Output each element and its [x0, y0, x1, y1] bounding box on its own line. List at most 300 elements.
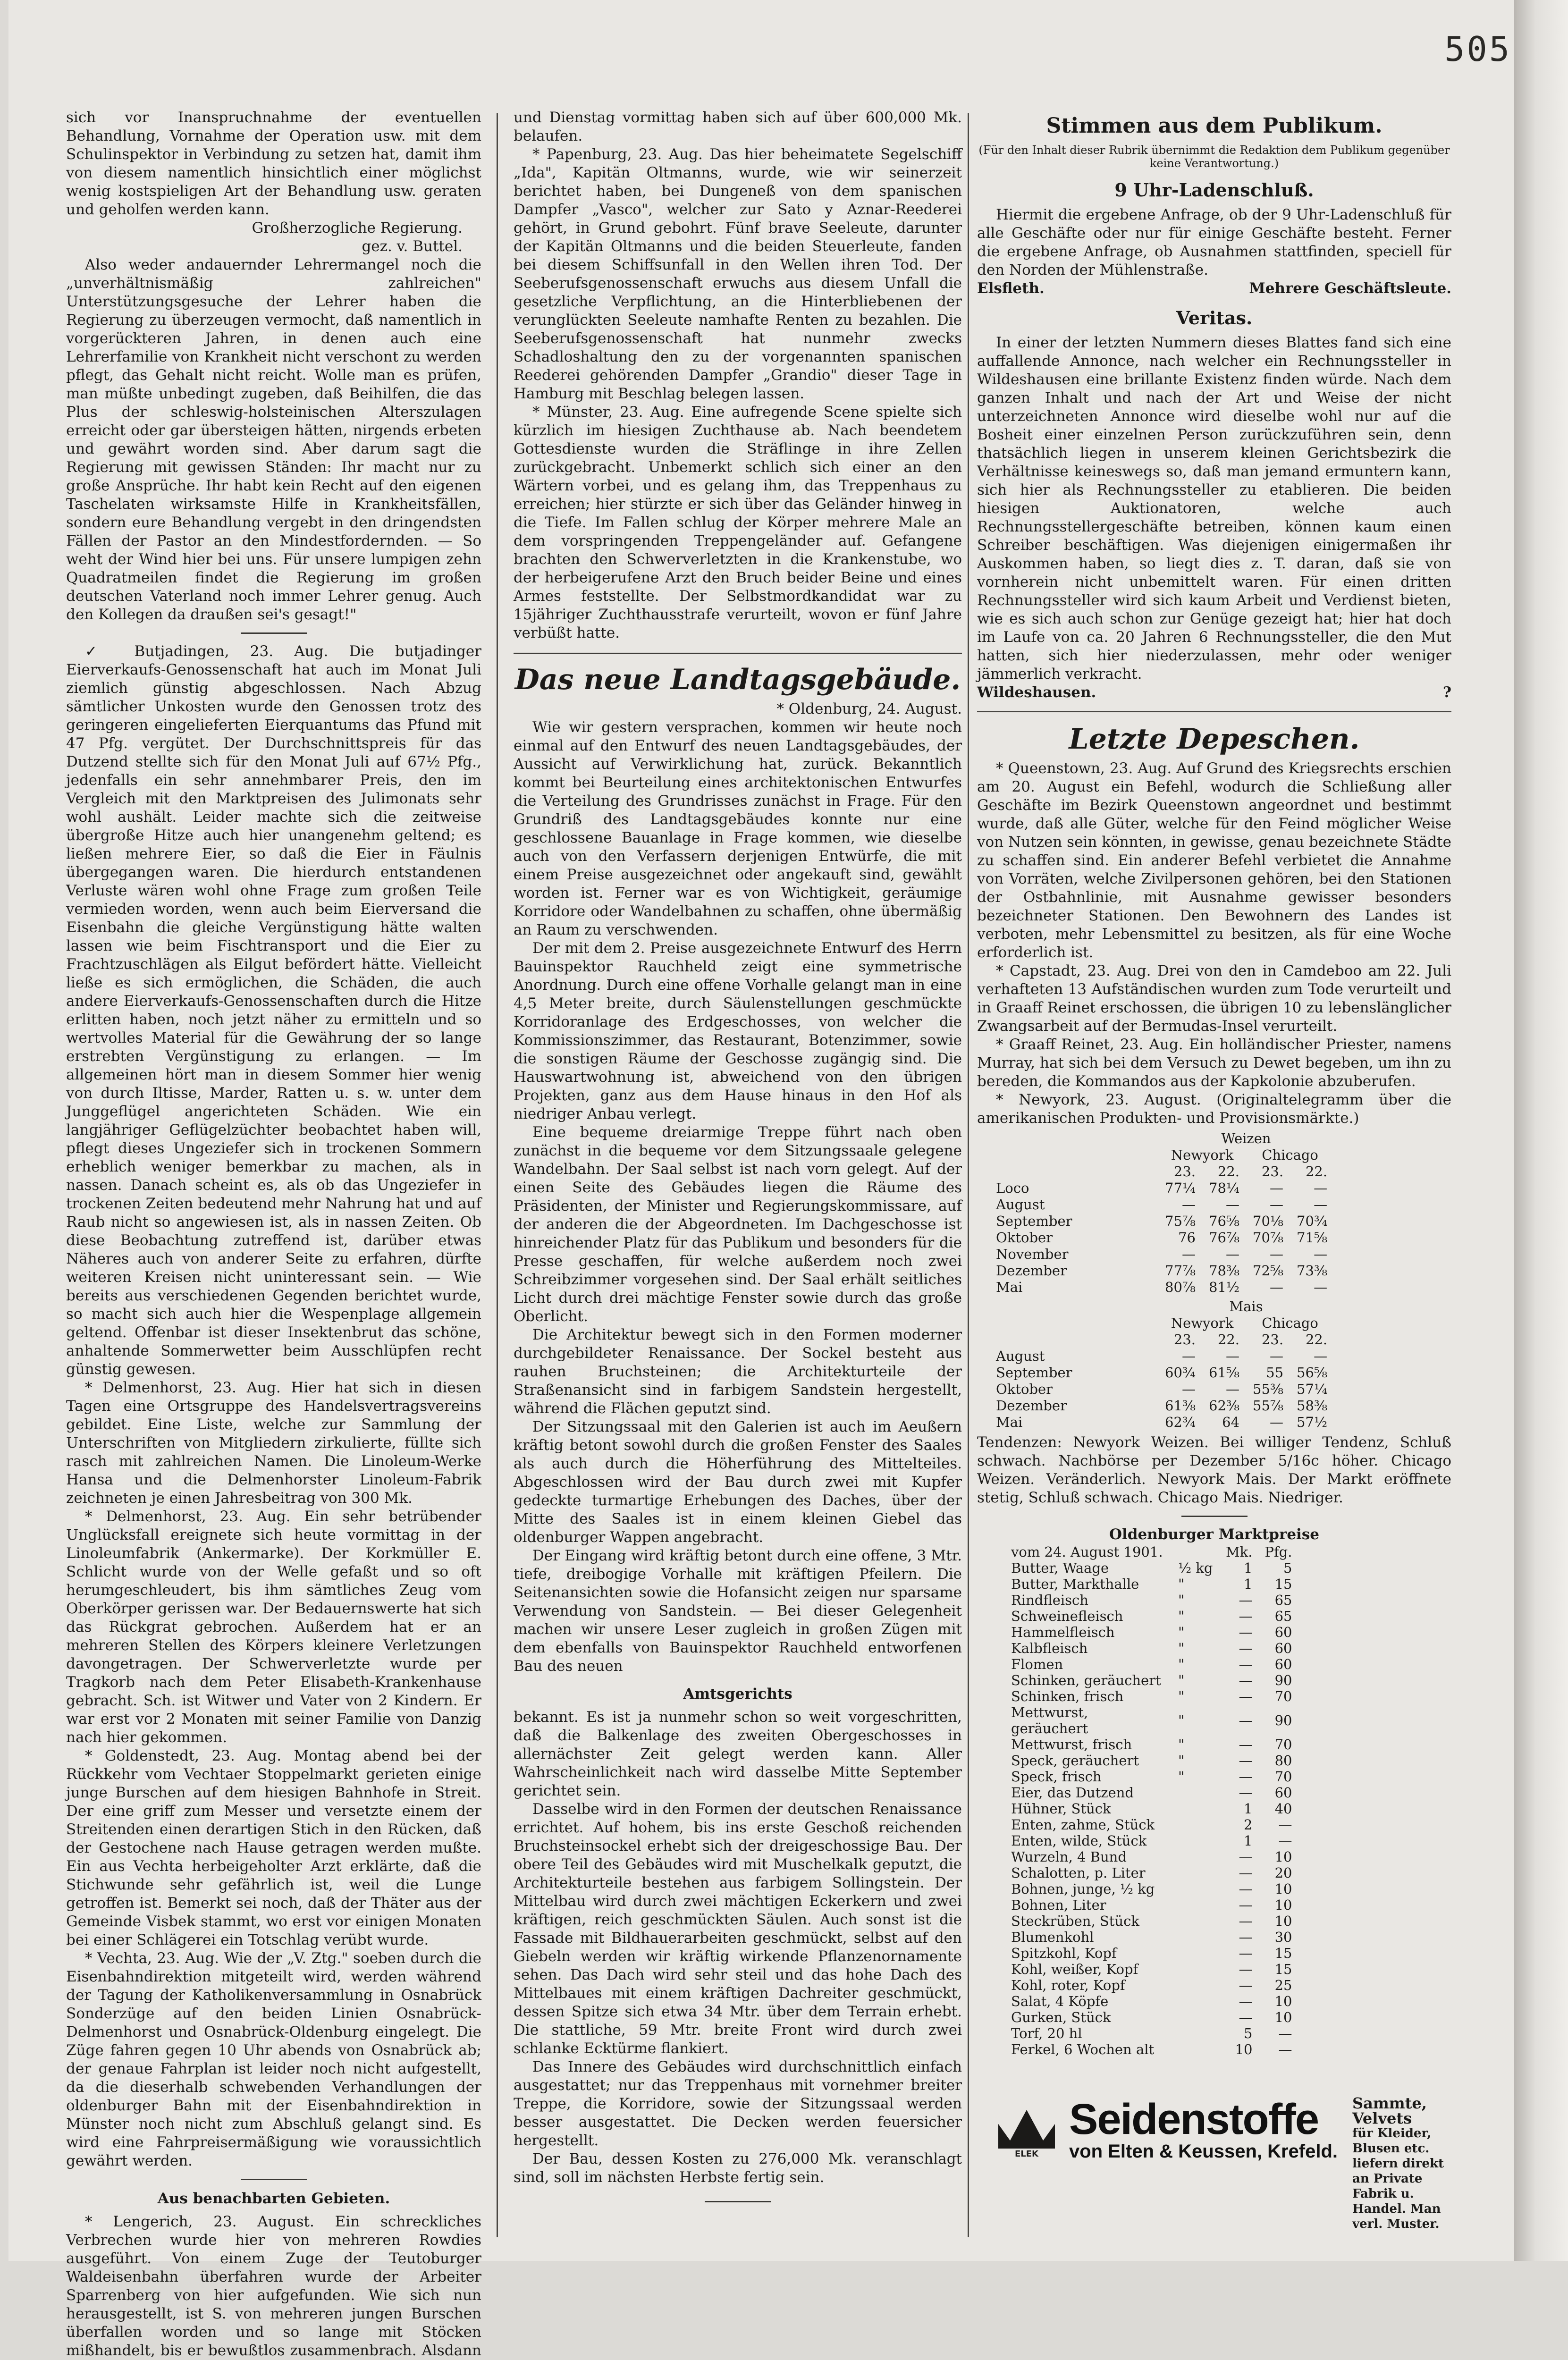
price-value: 77⅞	[1165, 1263, 1196, 1279]
ad-line: für Kleider, Blusen etc.	[1352, 2126, 1432, 2156]
market-unit	[1172, 1897, 1218, 1913]
market-row	[1005, 1881, 1298, 1897]
market-row	[1005, 1753, 1298, 1769]
market-pfennig: 60	[1274, 1656, 1292, 1672]
market-unit	[1172, 1881, 1218, 1897]
market-mark: —	[1239, 1881, 1253, 1897]
market-pfennig: 15	[1274, 1945, 1292, 1961]
price-value: —	[1182, 1246, 1196, 1262]
article-paragraph: Wie wir gestern versprachen, kommen wir heute noch einmal auf den Entwurf des neuen Landtagsgebäudes, der Aussicht auf Verwirklichung hat, zurück. Bekanntlich kommt bei Beurteilung eines architektonischen Entwurfes die Verteilung des Grundrisses zunächst in Frage. Für den Grundriß des Landtagsgebäudes konnte nur eine geschlossene Bauanlage in Frage kommen, wie dieselbe auch von den Verfassern derjenigen Entwürfe, die mit einem Preise ausgezeichnet oder angekauft sind, gewählt worden ist. Ferner war es von Wichtigkeit, geräumige Korridore oder Wandelbahnen zu schaffen, ohne übermäßig an Raum zu verschwenden.	[514, 719, 962, 938]
market-mark: —	[1239, 1672, 1253, 1688]
dispatch: * Capstadt, 23. Aug. Drei von den in Camdeboo am 22. Juli verhafteten 13 Aufständischen wurden zum Tode verurteilt und in Graaff Reinet erschossen, die übrigen 10 zu lebenslänglicher Zwangsarbeit auf der Bermudas-Insel verurteilt.	[977, 962, 1451, 1035]
price-value: 62¾	[1165, 1414, 1196, 1430]
price-value: 73⅜	[1297, 1263, 1328, 1279]
market-unit: "	[1178, 1672, 1185, 1688]
market-unit	[1172, 1833, 1218, 1849]
market-pfennig: 90	[1274, 1672, 1292, 1688]
price-value: 78⅜	[1209, 1263, 1240, 1279]
market-row	[1005, 1736, 1298, 1753]
price-value: 70⅛	[1253, 1213, 1284, 1229]
price-value: 70⅞	[1253, 1230, 1284, 1246]
subheading: Amtsgerichts	[683, 1686, 792, 1703]
column-header: 22.	[1217, 1332, 1240, 1348]
price-value: 76⅞	[1209, 1230, 1240, 1246]
market-mark: 1	[1244, 1560, 1253, 1576]
market-item: Eier, das Dutzend	[1011, 1785, 1134, 1801]
market-mark: —	[1239, 1977, 1253, 1993]
market-row	[1005, 1993, 1298, 2009]
price-label: November	[996, 1246, 1069, 1262]
price-value: 71⅝	[1297, 1230, 1328, 1246]
market-mark: —	[1239, 1993, 1253, 2009]
price-row	[996, 1230, 1334, 1246]
market-mark: 1	[1244, 1576, 1253, 1592]
logo-text: ELEK	[1014, 2149, 1039, 2159]
column-2	[514, 109, 962, 2211]
market-item: Salat, 4 Köpfe	[1011, 1993, 1109, 2009]
market-unit	[1172, 1913, 1218, 1929]
price-row	[996, 1279, 1334, 1296]
ad-company: von Elten & Keussen, Krefeld.	[1069, 2141, 1338, 2162]
market-unit: "	[1178, 1736, 1185, 1753]
market-unit: "	[1178, 1576, 1185, 1592]
market-row	[1005, 1833, 1298, 1849]
editorial-note: (Für den Inhalt dieser Rubrik übernimmt die Redaktion dem Publikum gegenüber keine Verantwortung.)	[978, 143, 1450, 170]
divider	[977, 711, 1451, 713]
column-header: 23.	[1173, 1163, 1196, 1180]
mais-price-table	[996, 1298, 1334, 1431]
column-rule	[968, 113, 969, 2237]
market-pfennig: 10	[1274, 2009, 1292, 2025]
letter-place: Elsfleth.	[977, 280, 1045, 297]
price-value: 57¼	[1297, 1381, 1328, 1397]
market-mark: —	[1239, 1624, 1253, 1640]
market-unit	[1172, 1961, 1218, 1977]
price-value: —	[1226, 1381, 1240, 1397]
market-pfennig: 90	[1274, 1712, 1292, 1728]
news-item: * Delmenhorst, 23. Aug. Ein sehr betrübender Unglücksfall ereignete sich heute vormittag in der Linoleumfabrik (Ankermarke). Der Korkmüller E. Schlicht wurde von der Welle gefaßt und so oft herumgeschleudert, bis ihm sämtliches Zeug vom Oberkörper gerissen war. Der Bedauernswerte hat sich das Rückgrat gebrochen. Außerdem hat er an mehreren Stellen des Körpers kleinere Verletzungen davongetragen. Der Schwerverletzte wurde per Tragkorb nach dem Peter Elisabeth-Krankenhause gebracht. Sch. ist Witwer und Vater von 2 Kindern. Er war erst vor 2 Monaten mit seiner Familie von Danzig nach hier gekommen.	[66, 1508, 481, 1746]
column-header: Newyork	[1171, 1147, 1234, 1163]
article-paragraph: Das Innere des Gebäudes wird durchschnittlich einfach ausgestattet; nur das Treppenhaus mit vornehmer breiter Treppe, die Korridore, sowie der Sitzungssaal werden besser ausgestattet. Die Decken werden feuersicher hergestellt.	[514, 2058, 962, 2149]
price-value: —	[1226, 1246, 1240, 1262]
column-header: 22.	[1305, 1163, 1328, 1180]
market-item: Butter, Waage	[1011, 1560, 1109, 1576]
price-value: —	[1270, 1197, 1284, 1213]
price-row	[996, 1348, 1334, 1365]
market-item: Enten, wilde, Stück	[1011, 1833, 1147, 1849]
market-unit	[1172, 1801, 1218, 1817]
price-value: 60¾	[1165, 1365, 1196, 1381]
ad-details	[1352, 2096, 1456, 2232]
column-header: 22.	[1305, 1332, 1328, 1348]
market-mark: —	[1239, 1961, 1253, 1977]
signature: Großherzogliche Regierung.	[252, 219, 463, 236]
market-item: Torf, 20 hl	[1011, 2025, 1082, 2041]
price-value: —	[1270, 1180, 1284, 1196]
market-mark: —	[1239, 1608, 1253, 1624]
market-mark: 1	[1244, 1833, 1253, 1849]
market-item: Gurken, Stück	[1011, 2009, 1111, 2025]
market-pfennig: 30	[1274, 1929, 1292, 1945]
dispatch: * Graaff Reinet, 23. Aug. Ein holländischer Priester, namens Murray, hat sich bei dem Versuch zu Dewet begeben, um ihn zu bereden, die Kommandos aus der Kapkolonie abzuberufen.	[977, 1036, 1451, 1090]
news-item: * Münster, 23. Aug. Eine aufregende Scene spielte sich kürzlich im hiesigen Zuchthause ab. Nach beendetem Gottesdienste wurden die Sträflinge in ihre Zellen zurückgebracht. Unbemerkt schlich sich einer an den Wärtern vorbei, und es gelang ihm, das Treppenhaus zu erreichen; hier stürzte er sich über das Geländer hinweg in die Tiefe. Im Fallen schlug der Körper mehrere Male an dem vorspringenden Treppengeländer auf. Gefangene brachten den Schwerverletzten in die Krankenstube, wo der herbeigerufene Arzt den Bruch beider Beine und eines Armes feststellte. Der Selbstmordkandidat war zu 15jähriger Zuchthausstrafe verurteilt, wovon er fünf Jahre verbüßt hatte.	[514, 404, 962, 641]
market-row	[1005, 2025, 1298, 2041]
market-item: Butter, Markthalle	[1011, 1576, 1139, 1592]
market-unit	[1172, 1977, 1218, 1993]
market-mark: —	[1239, 2009, 1253, 2025]
price-value: 78¼	[1209, 1180, 1240, 1196]
news-item: * Vechta, 23. Aug. Wie der „V. Ztg." soeben durch die Eisenbahndirektion mitgeteilt wird, werden während der Tagung der Katholikenversammlung in Osnabrück Sonderzüge auf den beiden Linien Osnabrück-Delmenhorst und Osnabrück-Oldenburg eingelegt. Die Züge fahren gegen 10 Uhr abends von Osnabrück ab; der genaue Fahrplan ist leider noch nicht aufgestellt, da die dieserhalb schwebenden Verhandlungen der oldenburger Bahn mit der Eisenbahndirektion in Münster noch nicht zum Abschluß gelangt sind. Es wird eine Fahrpreisermäßigung wie voraussichtlich gewährt werden.	[66, 1950, 481, 2169]
market-pfennig: —	[1278, 2025, 1292, 2041]
price-label: Mai	[996, 1414, 1023, 1430]
article-paragraph: Der Eingang wird kräftig betont durch eine offene, 3 Mtr. tiefe, dreibogige Vorhalle mit kräftigen Pfeilern. Die Seitenansichten sowie die Hofansicht zeigen nur sparsame Verwendung von Sandstein. — Bei dieser Gelegenheit machen wir unsere Leser zugleich in großen Zügen mit dem ebenfalls von Bauinspektor Rauchheld entworfenen Bau des neuen	[514, 1547, 962, 1675]
market-row	[1005, 1929, 1298, 1945]
market-item: Bohnen, Liter	[1011, 1897, 1106, 1913]
market-row	[1005, 1624, 1298, 1640]
dateline: * Oldenburg, 24. August.	[776, 700, 962, 717]
divider	[241, 2179, 307, 2180]
market-price-table	[1005, 1544, 1298, 2057]
market-item: Steckrüben, Stück	[1011, 1913, 1139, 1929]
price-value: —	[1182, 1381, 1196, 1397]
price-value: —	[1226, 1197, 1240, 1213]
market-item: Bohnen, junge, ½ kg	[1011, 1881, 1155, 1897]
price-value: 56⅝	[1297, 1365, 1328, 1381]
price-label: Oktober	[996, 1230, 1053, 1246]
market-item: Enten, zahme, Stück	[1011, 1817, 1155, 1833]
market-item: Kohl, weißer, Kopf	[1011, 1961, 1138, 1977]
signature: gez. v. Buttel.	[362, 238, 463, 255]
page-edge-shadow	[1514, 0, 1568, 2261]
ad-line: Fabrik u. Handel. Man verl. Muster.	[1352, 2187, 1441, 2231]
market-row	[1005, 1897, 1298, 1913]
price-row	[996, 1263, 1334, 1279]
column-header: Newyork	[1171, 1315, 1234, 1331]
table-title: Weizen	[1221, 1130, 1271, 1146]
market-unit	[1172, 1865, 1218, 1881]
divider	[514, 652, 962, 654]
market-item: Hammelfleisch	[1011, 1624, 1115, 1640]
price-value: 72⅝	[1253, 1263, 1284, 1279]
market-unit: "	[1178, 1656, 1185, 1672]
price-value: 61⅜	[1165, 1398, 1196, 1414]
market-mark: 5	[1244, 2025, 1253, 2041]
letter-signature	[977, 683, 1451, 702]
market-pfennig: 15	[1274, 1576, 1292, 1592]
price-row	[996, 1197, 1334, 1213]
column-header: Chicago	[1262, 1147, 1318, 1163]
divider	[241, 632, 307, 634]
market-row	[1005, 1688, 1298, 1704]
market-mark: —	[1239, 1656, 1253, 1672]
price-value: 55⅞	[1253, 1398, 1284, 1414]
price-value: 61⅝	[1209, 1365, 1240, 1381]
news-item: und Dienstag vormittag haben sich auf über 600,000 Mk. belaufen.	[514, 109, 962, 144]
market-pfennig: 65	[1274, 1592, 1292, 1608]
market-item: Kohl, roter, Kopf	[1011, 1977, 1125, 1993]
market-unit	[1172, 1785, 1218, 1801]
price-label: August	[996, 1197, 1045, 1213]
price-value: 77¼	[1165, 1180, 1196, 1196]
market-row	[1005, 2009, 1298, 2025]
divider	[1181, 1516, 1248, 1517]
price-value: —	[1314, 1197, 1328, 1213]
market-row	[1005, 1945, 1298, 1961]
price-value: —	[1314, 1180, 1328, 1196]
market-mark: 2	[1244, 1817, 1253, 1833]
market-pfennig: 10	[1274, 1897, 1292, 1913]
price-value: —	[1314, 1348, 1328, 1364]
market-unit: "	[1178, 1592, 1185, 1608]
price-row	[996, 1180, 1334, 1197]
price-value: 81½	[1209, 1279, 1240, 1295]
weizen-price-table	[996, 1130, 1334, 1296]
market-mark: —	[1239, 1592, 1253, 1608]
article-paragraph: Dasselbe wird in den Formen der deutschen Renaissance errichtet. Auf hohem, bis ins erste Geschoß reichenden Bruchsteinsockel erhebt sich der dreigeschossige Bau. Der obere Teil des Gebäudes wird mit Muschelkalk geputzt, die Architekturteile bestehen aus farbigem Sollingstein. Der Mittelbau wird durch zwei mächtigen Eckerkern und zwei kräftigen, reich geschmückten Säulen. Auch sonst ist die Fassade mit Bildhauerarbeiten geschmückt, selbst auf den Giebeln werden wir kräftig wirkende Pflanzenornamente sehen. Das Dach wird sehr steil und das hohe Dach des Mittelbaues mit einem kräftigen Dachreiter geschmückt, dessen Spitze sich etwa 34 Mtr. über dem Terrain erhebt. Die stattliche, 59 Mtr. breite Front wird durch zwei schlanke Ecktürme flankiert.	[514, 1801, 962, 2057]
article-paragraph: Eine bequeme dreiarmige Treppe führt nach oben zunächst in die bequeme vor dem Sitzungssaale gelegene Wandelbahn. Der Saal selbst ist nach vorn gelegt. Auf der einen Seite des Gebäudes liegen die Räume des Präsidenten, der Minister und Regierungskommissare, auf der anderen die der Abgeordneten. Im Dachgeschosse ist hinreichender Platz für das Publikum und besonders für die Presse geschaffen, für welche außerdem noch zwei Schreibzimmer vorgesehen sind. Der Saal erhält seitliches Licht durch drei mächtige Fenster sowie durch das große Oberlicht.	[514, 1124, 962, 1325]
market-unit: "	[1178, 1712, 1185, 1728]
market-mark: —	[1239, 1945, 1253, 1961]
market-mark: —	[1239, 1849, 1253, 1865]
market-pfennig: —	[1278, 1817, 1292, 1833]
column-header: Pfg.	[1265, 1544, 1292, 1560]
market-row	[1005, 2041, 1298, 2057]
price-value: —	[1270, 1348, 1284, 1364]
column-header: 23.	[1173, 1332, 1196, 1348]
article-paragraph: Der Bau, dessen Kosten zu 276,000 Mk. veranschlagt sind, soll im nächsten Herbste fertig sein.	[514, 2150, 962, 2186]
market-pfennig: 10	[1274, 1993, 1292, 2009]
market-unit	[1172, 1945, 1218, 1961]
market-unit	[1172, 1849, 1218, 1865]
market-unit	[1172, 2041, 1218, 2057]
dispatch: * Queenstown, 23. Aug. Auf Grund des Kriegsrechts erschien am 20. August ein Befehl, wodurch die Schließung aller Geschäfte im Bezirk Queenstown angeordnet und bestimmt wurde, daß alle Güter, welche für den Feind möglicher Weise von Nutzen sein könnten, in gewisse, genau bezeichnete Städte zu schaffen sind. Ein anderer Befehl verbietet die Annahme von Vorräten, welche Zivilpersonen gehören, bei den Stationen der Ostbahnlinie, mit Ausnahme gewisser besonders bezeichneter Stationen. Den Bewohnern des Landes ist verboten, mehr Lebensmittel zu besitzen, als für eine Woche erforderlich ist.	[977, 760, 1451, 961]
news-item: * Lengerich, 23. August. Ein schreckliches Verbrechen wurde hier von mehreren Rowdies ausgeführt. Von einem Zuge der Teutoburger Waldeisenbahn überfahren wurde der Arbeiter Sparrenberg von hier aufgefunden. Wie sich nun herausgestellt, ist S. von mehreren jungen Burschen überfallen worden und so lange mit Stöcken mißhandelt, bis er bewußtlos zusammenbrach. Alsdann	[66, 2213, 481, 2359]
market-mark: —	[1239, 1785, 1253, 1801]
market-unit: "	[1178, 1640, 1185, 1656]
market-pfennig: —	[1278, 2041, 1292, 2057]
price-label: September	[996, 1365, 1072, 1381]
market-unit: "	[1178, 1688, 1185, 1704]
market-mark: —	[1239, 1712, 1253, 1728]
market-item: Ferkel, 6 Wochen alt	[1011, 2041, 1155, 2057]
market-row	[1005, 1817, 1298, 1833]
price-value: —	[1226, 1348, 1240, 1364]
column-header: 23.	[1261, 1163, 1284, 1180]
price-value: 55	[1266, 1365, 1284, 1381]
article-paragraph: Der mit dem 2. Preise ausgezeichnete Entwurf des Herrn Bauinspektor Rauchheld zeigt eine symmetrische Anordnung. Durch eine offene Vorhalle gelangt man in eine 4,5 Meter breite, durch Säulenstellungen geschmückte Korridoranlage des Erdgeschosses, von welcher die Kommissionszimmer, das Restaurant, Botenzimmer, sowie die sonstigen Räume der Geschosse zugängig sind. Die Hauswartwohnung ist, abweichend von den übrigen Projekten, ganz aus dem Hause hinaus in den Hof als niedriger Anbau verlegt.	[514, 940, 962, 1122]
price-row	[996, 1414, 1334, 1431]
table-title: Mais	[1229, 1298, 1263, 1315]
article-title: Das neue Landtagsgebäude.	[514, 663, 961, 696]
ad-line: liefern direkt an Private	[1352, 2157, 1444, 2186]
market-pfennig: 5	[1283, 1560, 1292, 1576]
price-value: 55⅜	[1253, 1381, 1284, 1397]
market-unit	[1172, 1929, 1218, 1945]
news-item: * Goldenstedt, 23. Aug. Montag abend bei der Rückkehr vom Vechtaer Stoppelmarkt gerieten einige junge Burschen auf dem hiesigen Bahnhofe in Streit. Der eine griff zum Messer und versetzte einem der Streitenden einen derartigen Stich in den Rücken, daß der Gestochene nach Hause getragen werden mußte. Ein aus Vechta herbeigeholter Arzt erklärte, daß die Stichwunde sehr gefährlich ist, weil die Lunge getroffen ist. Bemerkt sei noch, daß der Thäter aus der Gemeinde Visbek stammt, wo erst vor einigen Monaten bei einer Schlägerei ein Totschlag verübt wurde.	[66, 1747, 481, 1948]
market-pfennig: 10	[1274, 1881, 1292, 1897]
market-item: Flomen	[1011, 1656, 1063, 1672]
market-unit: "	[1178, 1769, 1185, 1785]
price-value: 75⅞	[1165, 1213, 1196, 1229]
price-label: Oktober	[996, 1381, 1053, 1397]
divider	[705, 2201, 771, 2202]
market-unit	[1172, 1817, 1218, 1833]
market-item: Spitzkohl, Kopf	[1011, 1945, 1117, 1961]
article-paragraph: bekannt. Es ist ja nunmehr schon so weit vorgeschritten, daß die Balkenlage des zweiten Obergeschosses in allernächster Zeit gelegt werden kann. Aller Wahrscheinlichkeit nach wird dasselbe Mitte September gerichtet sein.	[514, 1709, 962, 1799]
section-heading: Stimmen aus dem Publikum.	[1046, 114, 1383, 138]
market-row	[1005, 1656, 1298, 1672]
price-value: —	[1314, 1246, 1328, 1262]
market-mark: —	[1239, 1913, 1253, 1929]
market-row	[1005, 1977, 1298, 1993]
market-pfennig: 10	[1274, 1849, 1292, 1865]
market-row	[1005, 1576, 1298, 1592]
price-row	[996, 1381, 1334, 1398]
price-value: —	[1270, 1414, 1284, 1430]
article-paragraph: Die Architektur bewegt sich in den Formen moderner durchgebildeter Renaissance. Der Sockel besteht aus rauhen Bruchsteinen; die Architekturteile der Straßenansicht sind in farbigem Sandstein hergestellt, während die Flächen geputzt sind.	[514, 1326, 962, 1417]
column-rule	[497, 113, 498, 2237]
market-item: Schweinefleisch	[1011, 1608, 1123, 1624]
market-date: vom 24. August 1901.	[1011, 1544, 1163, 1560]
market-row	[1005, 1608, 1298, 1624]
article-paragraph: sich vor Inanspruchnahme der eventuellen Behandlung, Vornahme der Operation usw. mit dem Schulinspektor in Verbindung zu setzen hat, damit ihm von diesem namentlich hinsichtlich einer möglichst wenig kostspieligen Art der Behandlung usw. geraten und geholfen werden kann.	[66, 109, 481, 218]
market-pfennig: 70	[1274, 1736, 1292, 1753]
price-label: Mai	[996, 1279, 1023, 1295]
market-mark: —	[1239, 1640, 1253, 1656]
price-value: 76	[1178, 1230, 1196, 1246]
market-mark: —	[1239, 1736, 1253, 1753]
market-item: Blumenkohl	[1011, 1929, 1094, 1945]
column-header: Mk.	[1225, 1544, 1253, 1560]
subheading: Veritas.	[1176, 307, 1253, 329]
seidenstoffe-advertisement	[989, 2094, 1451, 2231]
section-heading: Letzte Depeschen.	[1069, 723, 1360, 756]
column-3	[977, 109, 1451, 2057]
market-mark: —	[1239, 1769, 1253, 1785]
news-item: * Delmenhorst, 23. Aug. Hier hat sich in diesen Tagen eine Ortsgruppe des Handelsvertragsvereins gebildet. Eine Liste, welche zur Sammlung der Unterschriften von Mitgliedern zirkulierte, füllte sich rasch mit zahlreichen Namen. Die Linoleum-Werke Hansa und die Delmenhorster Linoleum-Fabrik zeichneten je einen Jahresbeitrag von 300 Mk.	[66, 1379, 481, 1507]
market-item: Hühner, Stück	[1011, 1801, 1111, 1817]
market-row	[1005, 1961, 1298, 1977]
market-item: Schinken, frisch	[1011, 1688, 1124, 1704]
market-mark: —	[1239, 1865, 1253, 1881]
market-row	[1005, 1592, 1298, 1608]
letter-place: Wildeshausen.	[977, 684, 1096, 701]
market-mark: 1	[1244, 1801, 1253, 1817]
letter-author: Mehrere Geschäftsleute.	[1249, 280, 1451, 297]
price-value: —	[1270, 1246, 1284, 1262]
market-item: Schinken, geräuchert	[1011, 1672, 1161, 1688]
market-item: Wurzeln, 4 Bund	[1011, 1849, 1127, 1865]
ad-line: Sammte, Velvets	[1352, 2094, 1427, 2127]
crown-emblem-icon	[989, 2096, 1064, 2166]
section-heading: Aus benachbarten Gebieten.	[157, 2190, 390, 2207]
market-tendency: Tendenzen: Newyork Weizen. Bei williger Tendenz, Schluß schwach. Nachbörse per Dezember 5/16c höher. Chicago Weizen. Veränderlich. Newyork Mais. Der Markt eröffnete stetig, Schluß schwach. Chicago Mais. Niedriger.	[977, 1434, 1451, 1506]
letter-author: ?	[1442, 684, 1451, 701]
market-title: Oldenburger Marktpreise	[1109, 1526, 1319, 1543]
market-row	[1005, 1704, 1298, 1736]
price-label: August	[996, 1348, 1045, 1364]
market-unit: "	[1178, 1624, 1185, 1640]
price-row	[996, 1246, 1334, 1263]
price-value: 64	[1222, 1414, 1240, 1430]
market-row	[1005, 1785, 1298, 1801]
article-paragraph: Der Sitzungssaal mit den Galerien ist auch im Aeußern kräftig betont sowohl durch die großen Fenster des Saales als auch durch die Höherführung des Mittelteiles. Abgeschlossen wird der Bau durch zwei mit Kupfer gedeckte turmartige Erhebungen des Daches, über der Mitte des Saales ist in einem kleinen Giebel das oldenburger Wappen angebracht.	[514, 1418, 962, 1546]
market-pfennig: —	[1278, 1833, 1292, 1849]
market-pfennig: 40	[1274, 1801, 1292, 1817]
market-unit	[1172, 1993, 1218, 2009]
market-mark: —	[1239, 1897, 1253, 1913]
price-row	[996, 1213, 1334, 1230]
news-item: * Papenburg, 23. Aug. Das hier beheimatete Segelschiff „Ida", Kapitän Oltmanns, wurde, wie wir seinerzeit berichtet haben, bei Dungeneß von dem spanischen Dampfer „Vasco", welcher zur Sato y Aznar-Reederei gehört, in Grund gebohrt. Fünf brave Seeleute, darunter der Kapitän Oltmanns und die beiden Steuerleute, fanden bei diesem Schiffsunfall in den Wellen ihren Tod. Der Seeberufsgenossenschaft erwuchs aus diesem Unfall die gesetzliche Verpflichtung, an die Hinterbliebenen der verunglückten Seeleute namhafte Renten zu bezahlen. Die Seeberufsgenossenschaft hat nunmehr zwecks Schadloshaltung den zu der vorgenannten spanischen Reederei gehörenden Dampfer „Grandio" dieser Tage in Hamburg mit Beschlag belegen lassen.	[514, 146, 962, 402]
market-mark: 10	[1235, 2041, 1253, 2057]
market-item: Speck, frisch	[1011, 1769, 1102, 1785]
column-1	[66, 109, 481, 2360]
market-unit	[1172, 2009, 1218, 2025]
price-label: Dezember	[996, 1398, 1067, 1414]
column-header: 22.	[1217, 1163, 1240, 1180]
market-row	[1005, 1801, 1298, 1817]
price-value: —	[1314, 1279, 1328, 1295]
letter-signature	[977, 279, 1451, 298]
price-label: Loco	[996, 1180, 1029, 1196]
column-header: Chicago	[1262, 1315, 1318, 1331]
page-number: 505	[1444, 29, 1512, 69]
market-pfennig: 25	[1274, 1977, 1292, 1993]
price-value: 58⅜	[1297, 1398, 1328, 1414]
price-value: —	[1182, 1348, 1196, 1364]
market-pfennig: 80	[1274, 1753, 1292, 1769]
market-unit: "	[1178, 1753, 1185, 1769]
market-pfennig: 10	[1274, 1913, 1292, 1929]
market-row	[1005, 1672, 1298, 1688]
column-header: 23.	[1261, 1332, 1284, 1348]
market-item: Speck, geräuchert	[1011, 1753, 1139, 1769]
market-pfennig: 65	[1274, 1608, 1292, 1624]
price-label: September	[996, 1213, 1072, 1229]
market-pfennig: 20	[1274, 1865, 1292, 1881]
market-item: Mettwurst, geräuchert	[1011, 1704, 1088, 1736]
ad-title: Seidenstoffe	[1069, 2095, 1319, 2143]
price-value: —	[1270, 1279, 1284, 1295]
market-item: Kalbfleisch	[1011, 1640, 1088, 1656]
market-unit	[1172, 2025, 1218, 2041]
price-row	[996, 1398, 1334, 1414]
market-pfennig: 60	[1274, 1785, 1292, 1801]
price-value: 70¾	[1297, 1213, 1328, 1229]
price-row	[996, 1365, 1334, 1381]
price-label: Dezember	[996, 1263, 1067, 1279]
market-row	[1005, 1560, 1298, 1576]
price-value: 80⅞	[1165, 1279, 1196, 1295]
market-item: Rindfleisch	[1011, 1592, 1088, 1608]
price-value: 57½	[1297, 1414, 1328, 1430]
market-mark: —	[1239, 1929, 1253, 1945]
market-pfennig: 70	[1274, 1688, 1292, 1704]
article-paragraph: Also weder andauernder Lehrermangel noch die „unverhältnismäßig zahlreichen" Unterstützungsgesuche der Lehrer haben die Regierung zu überzeugen vermocht, daß namentlich in vorgerückteren Jahren, in denen auch eine Lehrerfamilie von Krankheit nicht verschont zu werden pflegt, das Gehalt nicht reicht. Wolle man es prüfen, man müßte unbedingt zugeben, daß Beihilfen, die das Plus der schleswig-holsteinischen Alterszulagen erreicht oder gar übersteigen hätten, nirgends erbeten und gewährt worden sind. Aber darum sagt die Regierung mit gewissen Ständen: Ihr macht nur zu große Ansprüche. Ihr habt kein Recht auf den eigenen Taschelaten wirksamste Hilfe in Krankheitsfällen, sondern eure Behandlung vergebt in den dringendsten Fällen der Pastor an den Mindestfordernden. — So weht der Wind hier bei uns. Für unsere lumpigen zehn Quadratmeilen findet die Regierung im großen deutschen Vaterland noch immer Lehrer genug. Auch den Kollegen da draußen sei's gesagt!"	[66, 256, 481, 623]
market-row	[1005, 1640, 1298, 1656]
letter-paragraph: Hiermit die ergebene Anfrage, ob der 9 Uhr-Ladenschluß für alle Geschäfte oder nur für einige Geschäfte besteht. Ferner die ergebene Anfrage, ob Ausnahmen stattfinden, speciell für den Norden der Mühlenstraße.	[977, 206, 1451, 278]
market-mark: —	[1239, 1688, 1253, 1704]
market-row	[1005, 1913, 1298, 1929]
market-row	[1005, 1849, 1298, 1865]
market-unit: "	[1178, 1608, 1185, 1624]
market-pfennig: 60	[1274, 1640, 1292, 1656]
dispatch: * Newyork, 23. August. (Originaltelegramm über die amerikanischen Produkten- und Provisionsmärkte.)	[977, 1091, 1451, 1127]
subheading: 9 Uhr-Ladenschluß.	[1114, 179, 1314, 201]
market-mark: —	[1239, 1753, 1253, 1769]
market-row	[1005, 1769, 1298, 1785]
news-item: ✓ Butjadingen, 23. Aug. Die butjadinger Eierverkaufs-Genossenschaft hat auch im Monat Juli ziemlich günstig abgeschlossen. Nach Abzug sämtlicher Unkosten wurde den Genossen trotz des geringeren eingelieferten Eierquantums das Pfund mit 47 Pfg. vergütet. Der Durchschnittspreis für das Dutzend stellte sich für den Monat Juli auf 67½ Pfg., jedenfalls ein sehr annehmbarer Preis, den im Vergleich mit den Marktpreisen des Julimonats sehr wohl aushält. Leider machte sich die zeitweise übergroße Hitze auch hier unangenehm geltend; es ließen mehrere Eier, so daß die Eier in Fäulnis übergegangen waren. Die hierdurch entstandenen Verluste wären wohl ohne Frage zum großen Teile vermieden worden, wenn auch beim Eierversand die Eisenbahn die gleiche Vergünstigung hätte walten lassen wie beim Fischtransport und die Eier zu Frachtzuschlägen als Eilgut befördert hätte. Vielleicht ließe es sich ermöglichen, die Schäden, die auch andere Eierverkaufs-Genossenschaften durch die Hitze erlitten haben, noch jetzt näher zu ermitteln und so wertvolles Material für die Gewährung der so lange erstrebten Vergünstigung zu erlangen. — Im allgemeinen hört man in diesem Sommer hier wenig von durch Iltisse, Marder, Ratten u. s. w. unter dem Junggeflügel angerichteten Schäden. Wie ein langjähriger Geflügelzüchter beobachtet haben will, pflegt dieses Ungeziefer sich in trockenen Sommern erheblich weniger bemerkbar zu machen, als in nassen. Danach scheint es, als ob das Ungeziefer in trockenen Zeiten bedeutend mehr Nahrung hat und auf Raub nicht so angewiesen ist, als in nassen Zeiten. Ob diese Beobachtung zutreffend ist, darüber etwas Näheres auch von anderer Seite zu erfahren, dürfte weiteren Kreisen nicht uninteressant sein. — Wie bereits aus verschiedenen Gegenden berichtet wurde, so macht sich auch hier die Wespenplage allgemein geltend. Offenbar ist dieser Insektenbrut das schöne, anhaltende Sommerwetter beim Ausschlüpfen recht günstig gewesen.	[66, 643, 481, 1378]
